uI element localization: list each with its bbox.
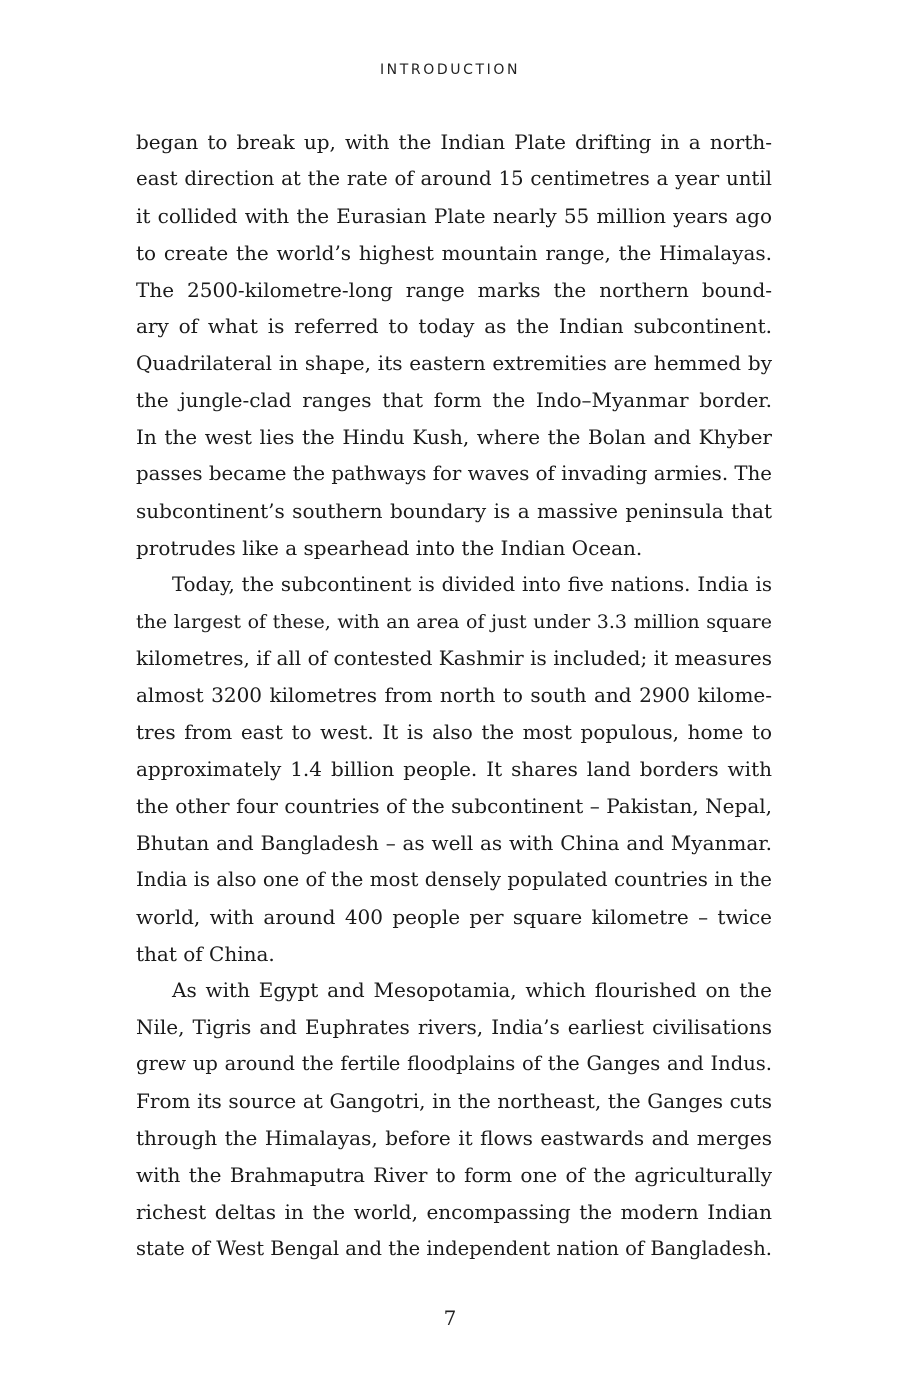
text-line: east direction at the rate of around 15 centimetres a year until (136, 166, 772, 190)
text-line: the jungle-clad ranges that form the Indo–Myanmar border. (136, 388, 772, 413)
text-line: passes became the pathways for waves of invading armies. The (136, 462, 772, 486)
text-line: world, with around 400 people per square kilometre – twice (136, 904, 772, 929)
text-line: to create the world’s highest mountain range, the Himalayas. (136, 240, 772, 265)
text-line: through the Himalayas, before it flows eastwards and merges (136, 1126, 772, 1151)
text-line: kilometres, if all of contested Kashmir is included; it measures (136, 646, 772, 671)
text-line: Nile, Tigris and Euphrates rivers, India’s earliest civilisations (136, 1015, 772, 1040)
text-line: grew up around the fertile floodplains of the Ganges and Indus. (136, 1052, 772, 1076)
page-number: 7 (443, 1306, 457, 1330)
text-line: subcontinent’s southern boundary is a massive peninsula that (136, 498, 772, 523)
text-line: state of West Bengal and the independent nation of Bangladesh. (136, 1236, 772, 1260)
text-line: India is also one of the most densely populated countries in the (136, 867, 772, 891)
text-line: protrudes like a spearhead into the Indian Ocean. (136, 535, 643, 560)
body-text (136, 124, 772, 1268)
text-line: began to break up, with the Indian Plate drifting in a north- (136, 130, 772, 154)
text-line: In the west lies the Hindu Kush, where the Bolan and Khyber (136, 425, 772, 450)
text-line: Bhutan and Bangladesh – as well as with China and Myanmar. (136, 830, 772, 855)
text-line: the largest of these, with an area of just under 3.3 million square (136, 610, 772, 633)
text-line: Today, the subcontinent is divided into five nations. India is (172, 572, 772, 596)
running-header: INTRODUCTION (379, 62, 521, 78)
text-line: The 2500-kilometre-long range marks the northern bound- (136, 277, 772, 302)
text-line: approximately 1.4 billion people. It shares land borders with (136, 757, 772, 782)
text-line: that of China. (136, 941, 275, 966)
text-line: tres from east to west. It is also the most populous, home to (136, 720, 772, 745)
text-line: it collided with the Eurasian Plate nearly 55 million years ago (136, 203, 772, 228)
text-line: From its source at Gangotri, in the northeast, the Ganges cuts (136, 1089, 772, 1114)
text-line: ary of what is referred to today as the Indian subcontinent. (136, 314, 772, 339)
text-line: the other four countries of the subcontinent – Pakistan, Nepal, (136, 794, 772, 819)
text-line: richest deltas in the world, encompassing the modern Indian (136, 1199, 772, 1224)
text-line: with the Brahmaputra River to form one of the agriculturally (136, 1162, 772, 1187)
text-line: As with Egypt and Mesopotamia, which flourished on the (172, 978, 772, 1003)
text-line: Quadrilateral in shape, its eastern extremities are hemmed by (136, 351, 772, 376)
text-line: almost 3200 kilometres from north to south and 2900 kilome- (136, 683, 772, 708)
